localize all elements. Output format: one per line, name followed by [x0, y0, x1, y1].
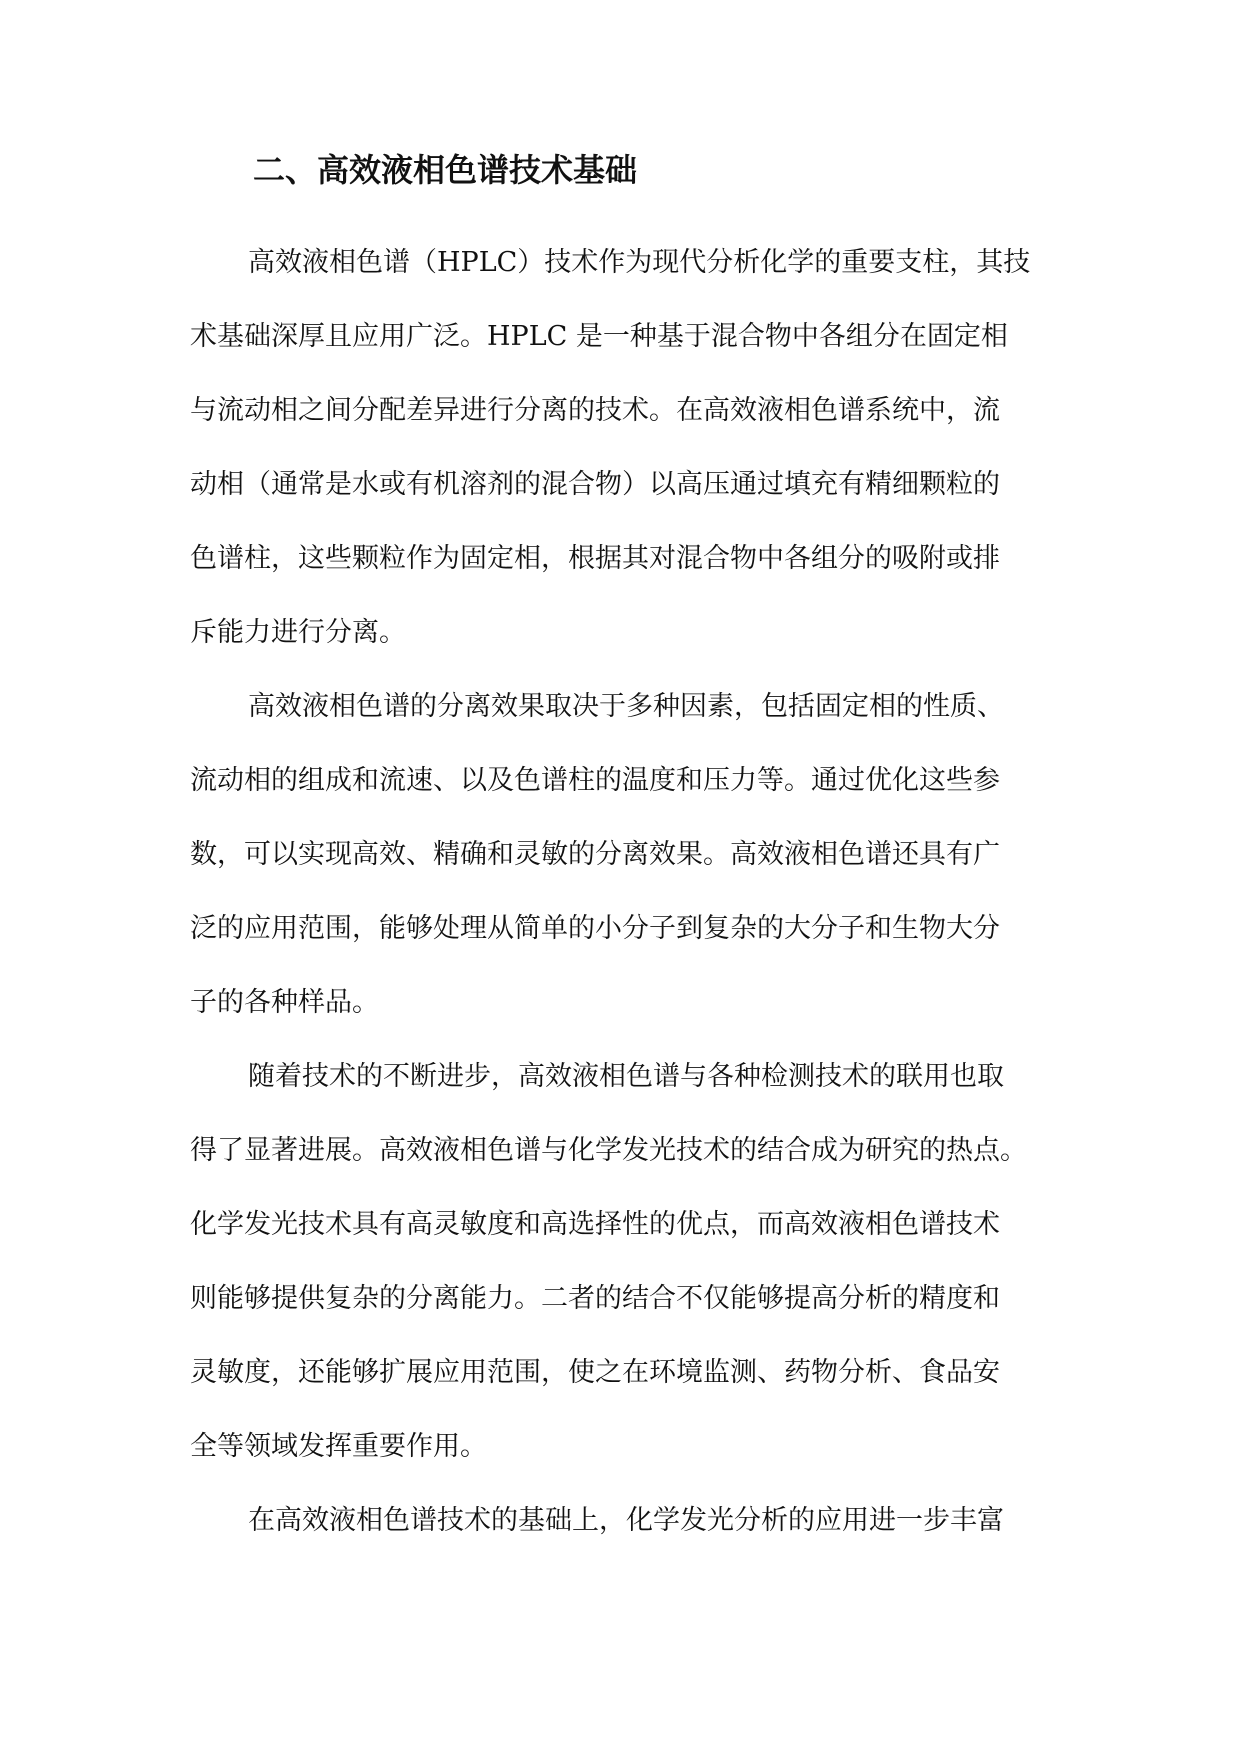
text-line: 色谱柱，这些颗粒作为固定相，根据其对混合物中各组分的吸附或排 [190, 543, 1000, 574]
text-line: 化学发光技术具有高灵敏度和高选择性的优点，而高效液相色谱技术 [190, 1209, 1000, 1240]
text-line: 在高效液相色谱技术的基础上，化学发光分析的应用进一步丰富 [248, 1505, 1004, 1536]
text-line: 流动相的组成和流速、以及色谱柱的温度和压力等。通过优化这些参 [190, 765, 1000, 796]
text-line: 子的各种样品。 [190, 987, 379, 1018]
document-body [190, 226, 1058, 1558]
text-line: 与流动相之间分配差异进行分离的技术。在高效液相色谱系统中，流 [190, 395, 1000, 426]
text-line: 斥能力进行分离。 [190, 617, 406, 648]
text-line: 高效液相色谱（HPLC）技术作为现代分析化学的重要支柱，其技 [248, 247, 1031, 278]
paragraph [190, 226, 1058, 670]
paragraph [190, 1040, 1058, 1484]
text-line: 高效液相色谱的分离效果取决于多种因素，包括固定相的性质、 [248, 691, 1004, 722]
paragraph [190, 670, 1058, 1040]
paragraph [190, 1484, 1058, 1558]
text-line: 术基础深厚且应用广泛。HPLC 是一种基于混合物中各组分在固定相 [190, 321, 1008, 352]
text-line: 全等领域发挥重要作用。 [190, 1431, 487, 1462]
text-line: 泛的应用范围，能够处理从简单的小分子到复杂的大分子和生物大分 [190, 913, 1000, 944]
text-line: 随着技术的不断进步，高效液相色谱与各种检测技术的联用也取 [248, 1061, 1004, 1092]
text-line: 则能够提供复杂的分离能力。二者的结合不仅能够提高分析的精度和 [190, 1283, 1000, 1314]
text-line: 得了显著进展。高效液相色谱与化学发光技术的结合成为研究的热点。 [190, 1135, 1027, 1166]
text-line: 动相（通常是水或有机溶剂的混合物）以高压通过填充有精细颗粒的 [190, 469, 1000, 500]
section-heading: 二、高效液相色谱技术基础 [253, 151, 638, 189]
text-line: 灵敏度，还能够扩展应用范围，使之在环境监测、药物分析、食品安 [190, 1357, 1000, 1388]
text-line: 数，可以实现高效、精确和灵敏的分离效果。高效液相色谱还具有广 [190, 839, 1000, 870]
